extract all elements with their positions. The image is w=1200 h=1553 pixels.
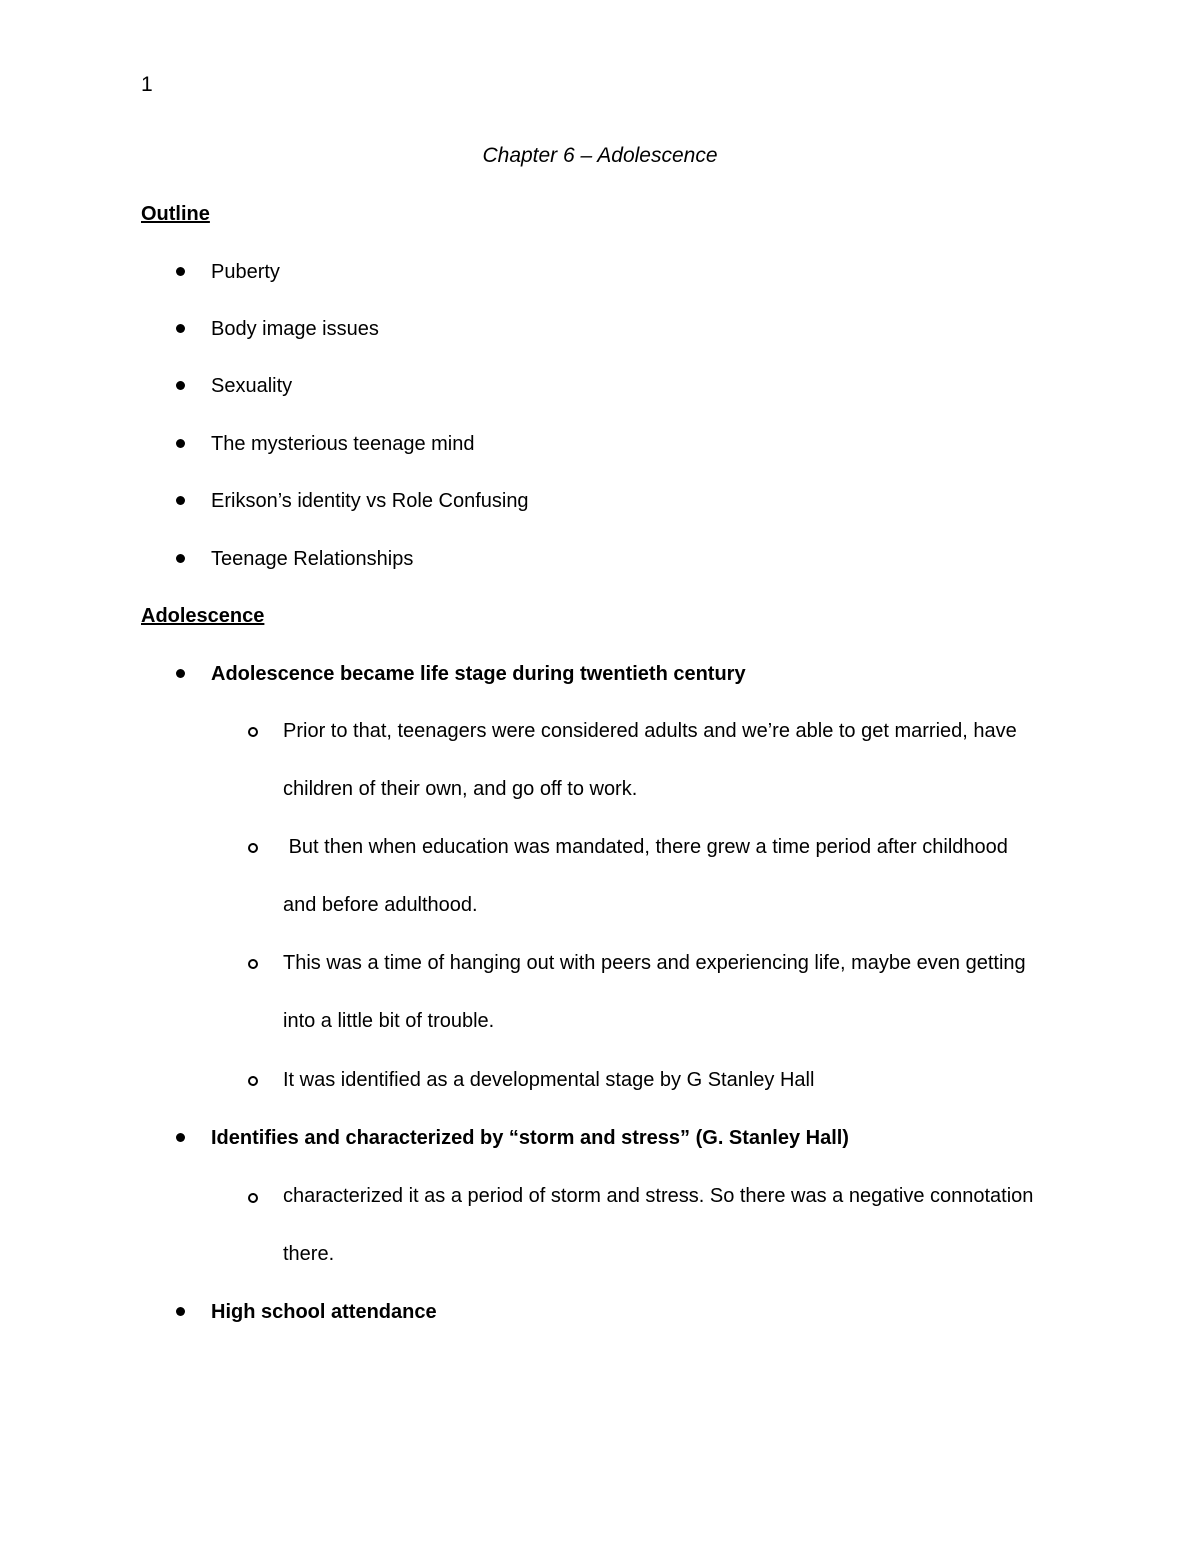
sub-bullet-text: This was a time of hanging out with peers and experiencing life, maybe even getting into a little bit of trouble. [283, 952, 1026, 1032]
sub-bullet-text: It was identified as a developmental stage by G Stanley Hall [283, 1069, 815, 1091]
sub-bullet-text: But then when education was mandated, there grew a time period after childhood and before adulthood. [283, 836, 1014, 916]
bullet-icon [176, 267, 185, 276]
sub-bullet-text: Prior to that, teenagers were considered adults and we’re able to get married, have children of their own, and go off to work. [283, 720, 1017, 800]
bullet-icon [176, 439, 185, 448]
adolescence-bullet-text: High school attendance [211, 1301, 437, 1323]
outline-item-text: Teenage Relationships [211, 548, 414, 570]
outline-item-text: Body image issues [211, 318, 379, 340]
sub-bullet-icon [248, 1076, 258, 1086]
outline-item-text: Sexuality [211, 375, 293, 397]
bullet-icon [176, 381, 185, 390]
outline-item-text: Erikson’s identity vs Role Confusing [211, 490, 529, 512]
outline-heading: Outline [141, 203, 210, 225]
adolescence-heading: Adolescence [141, 605, 265, 627]
document-title: Chapter 6 – Adolescence [482, 144, 718, 167]
bullet-icon [176, 324, 185, 333]
outline-item-text: Puberty [211, 261, 280, 283]
sub-bullet-icon [248, 959, 258, 969]
bullet-icon [176, 496, 185, 505]
sub-bullet-icon [248, 1193, 258, 1203]
adolescence-bullet-text: Identifies and characterized by “storm and stress” (G. Stanley Hall) [211, 1127, 849, 1149]
bullet-icon [176, 1307, 185, 1316]
sub-bullet-icon [248, 843, 258, 853]
outline-item-text: The mysterious teenage mind [211, 433, 475, 455]
adolescence-bullet-text: Adolescence became life stage during twentieth century [211, 663, 746, 685]
page-number: 1 [141, 73, 153, 96]
bullet-icon [176, 554, 185, 563]
sub-bullet-text: characterized it as a period of storm and stress. So there was a negative connotation there. [283, 1185, 1034, 1265]
sub-bullet-icon [248, 727, 258, 737]
bullet-icon [176, 1133, 185, 1142]
bullet-icon [176, 669, 185, 678]
